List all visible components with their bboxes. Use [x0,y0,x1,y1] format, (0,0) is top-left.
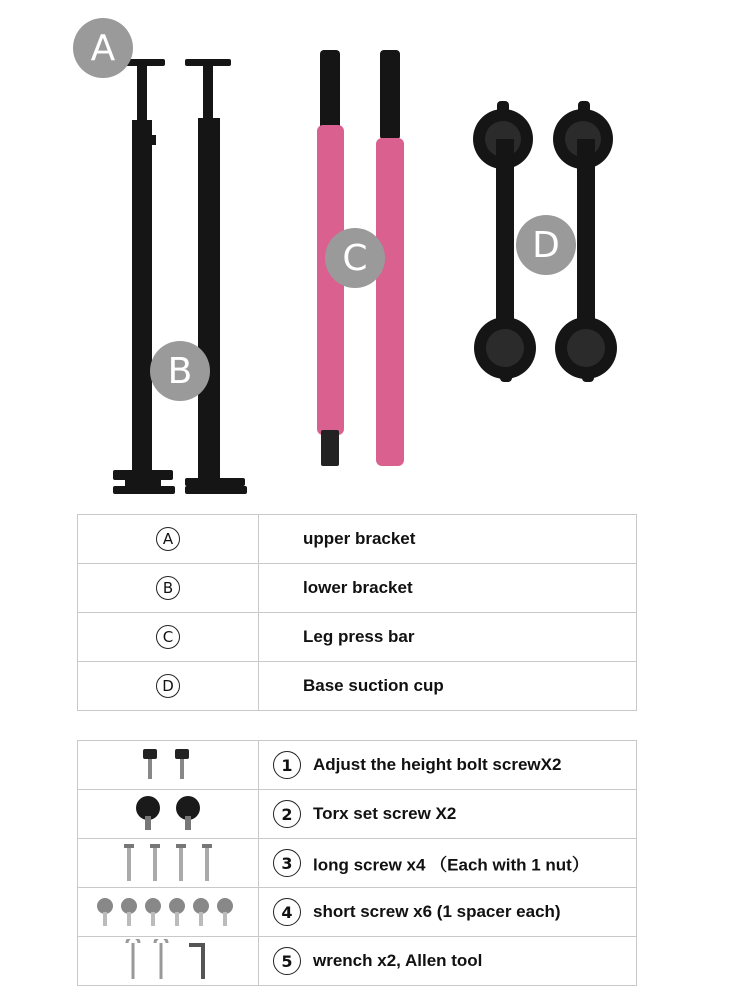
torx-knob-icon [123,794,213,834]
hw-num: 1 [273,751,301,779]
short-screw-icon [93,892,243,932]
hardware-label: Torx set screw X2 [313,804,457,823]
table-row [78,564,637,613]
hardware-label: Adjust the height bolt screwX2 [313,755,562,774]
table-row [78,790,637,839]
badge-b: B [150,341,210,401]
key-d: D [156,674,180,698]
part-label: lower bracket [259,564,637,613]
table-row [78,937,637,986]
key-c: C [156,625,180,649]
height-bolt-icon [133,745,203,785]
part-label: Base suction cup [259,662,637,711]
badge-c: C [325,228,385,288]
key-a: A [156,527,180,551]
table-row [78,613,637,662]
hw-num: 2 [273,800,301,828]
key-b: B [156,576,180,600]
hardware-label: long screw x4 （Each with 1 nut） [313,855,589,875]
long-screw-icon [113,841,223,885]
hw-num: 3 [273,849,301,877]
hardware-label: wrench x2, Allen tool [313,951,483,970]
wrench-icon [113,939,223,983]
part-label: Leg press bar [259,613,637,662]
table-row [78,888,637,937]
table-row [78,662,637,711]
bracket-right [185,59,247,494]
part-label: upper bracket [259,515,637,564]
hw-num: 5 [273,947,301,975]
bracket-left [113,59,175,494]
badge-a: A [73,18,133,78]
parts-table [77,514,637,711]
badge-d: D [516,215,576,275]
hardware-table [77,740,637,986]
table-row [78,741,637,790]
hardware-label: short screw x6 (1 spacer each) [313,902,561,921]
table-row [78,839,637,888]
hw-num: 4 [273,898,301,926]
table-row [78,515,637,564]
